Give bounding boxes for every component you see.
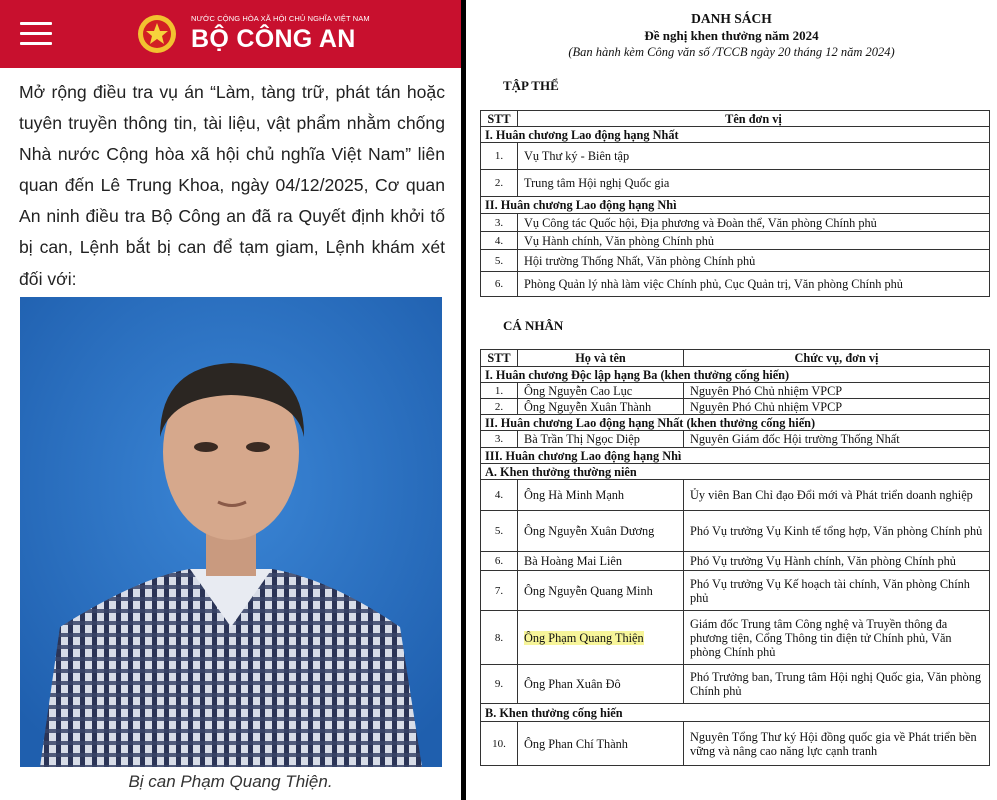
table-row: 2. Ông Nguyễn Xuân Thành Nguyên Phó Chủ nhiệm VPCP <box>481 399 990 415</box>
group-row: A. Khen thưởng thường niên <box>481 464 990 480</box>
table-row: 9. Ông Phan Xuân Đô Phó Trưởng ban, Trung tâm Hội nghị Quốc gia, Văn phòng Chính phủ <box>481 665 990 704</box>
table-row: 4. Ông Hà Minh Mạnh Ủy viên Ban Chỉ đạo Đổi mới và Phát triển doanh nghiệp <box>481 480 990 511</box>
group-row: II. Huân chương Lao động hạng Nhì <box>481 197 990 214</box>
table-row-highlighted: 8. Ông Phạm Quang Thiện Giám đốc Trung tâm Công nghệ và Truyền thông đa phương tiện, Cổng Thông tin điện tử Chính phủ, Văn phòng Chính phủ <box>481 611 990 665</box>
table-row: 1. Ông Nguyễn Cao Lục Nguyên Phó Chủ nhiệm VPCP <box>481 383 990 399</box>
table-row: 5. Hội trường Thống Nhất, Văn phòng Chính phủ <box>481 250 990 272</box>
table-row: 6. Phòng Quản lý nhà làm việc Chính phủ, Cục Quản trị, Văn phòng Chính phủ <box>481 272 990 297</box>
table-row: 4. Vụ Hành chính, Văn phòng Chính phủ <box>481 232 990 250</box>
highlighted-name: Ông Phạm Quang Thiện <box>518 611 684 665</box>
table-row: 3. Vụ Công tác Quốc hội, Địa phương và Đoàn thể, Văn phòng Chính phủ <box>481 214 990 232</box>
document-title: DANH SÁCH <box>691 11 772 26</box>
header-position: Chức vụ, đơn vị <box>684 350 990 367</box>
section-individual: CÁ NHÂN <box>503 318 564 333</box>
group-row: II. Huân chương Lao động hạng Nhất (khen thưởng cống hiến) <box>481 415 990 431</box>
group-row: B. Khen thưởng cống hiến <box>481 704 990 722</box>
table-row: 3. Bà Trần Thị Ngọc Diệp Nguyên Giám đốc Hội trường Thống Nhất <box>481 431 990 448</box>
suspect-portrait-photo <box>20 297 442 767</box>
hamburger-menu-icon[interactable] <box>20 22 52 46</box>
header-stt: STT <box>481 350 518 367</box>
news-article-panel <box>0 0 461 800</box>
award-list-document <box>466 0 997 800</box>
org-country-line: NƯỚC CỘNG HÒA XÃ HỘI CHỦ NGHĨA VIỆT NAM <box>191 14 370 23</box>
header-unit-name: Tên đơn vị <box>518 111 990 127</box>
table-row: 5. Ông Nguyễn Xuân Dương Phó Vụ trưởng Vụ Kinh tế tổng hợp, Văn phòng Chính phủ <box>481 511 990 552</box>
group-row: I. Huân chương Độc lập hạng Ba (khen thưởng cống hiến) <box>481 367 990 383</box>
header-stt: STT <box>481 111 518 127</box>
section-collective: TẬP THỂ <box>503 78 559 93</box>
individual-award-table <box>480 349 990 766</box>
table-row: 1. Vụ Thư ký - Biên tập <box>481 143 990 170</box>
table-header-row <box>481 350 990 367</box>
group-row: I. Huân chương Lao động hạng Nhất <box>481 127 990 143</box>
table-row: 2. Trung tâm Hội nghị Quốc gia <box>481 170 990 197</box>
document-issued-line: (Ban hành kèm Công văn số /TCCB ngày 20 tháng 12 năm 2024) <box>568 45 895 59</box>
collective-award-table <box>480 110 990 297</box>
table-header-row <box>481 111 990 127</box>
photo-caption: Bị can Phạm Quang Thiện. <box>128 772 333 791</box>
header-full-name: Họ và tên <box>518 350 684 367</box>
article-paragraph: Mở rộng điều tra vụ án “Làm, tàng trữ, phát tán hoặc tuyên truyền thông tin, tài liệu, vật phẩm nhằm chống Nhà nước Cộng hòa xã hội chủ nghĩa Việt Nam” liên quan đến Lê Trung Khoa, ngày 04/12/2025, Cơ quan An ninh điều tra Bộ Công an đã ra Quyết định khởi tố bị can, Lệnh bắt bị can để tạm giam, Lệnh khám xét đối với: <box>19 82 445 289</box>
table-row: 10. Ông Phan Chí Thành Nguyên Tổng Thư ký Hội đồng quốc gia về Phát triển bền vững và nâng cao năng lực cạnh tranh <box>481 722 990 766</box>
table-row: 7. Ông Nguyễn Quang Minh Phó Vụ trưởng Vụ Kế hoạch tài chính, Văn phòng Chính phủ <box>481 571 990 611</box>
table-row: 6. Bà Hoàng Mai Liên Phó Vụ trưởng Vụ Hành chính, Văn phòng Chính phủ <box>481 552 990 571</box>
site-header <box>0 0 461 68</box>
document-subtitle: Đề nghị khen thưởng năm 2024 <box>644 28 819 43</box>
org-name[interactable]: BỘ CÔNG AN <box>191 25 356 53</box>
police-emblem-logo[interactable] <box>136 13 178 55</box>
group-row: III. Huân chương Lao động hạng Nhì <box>481 448 990 464</box>
